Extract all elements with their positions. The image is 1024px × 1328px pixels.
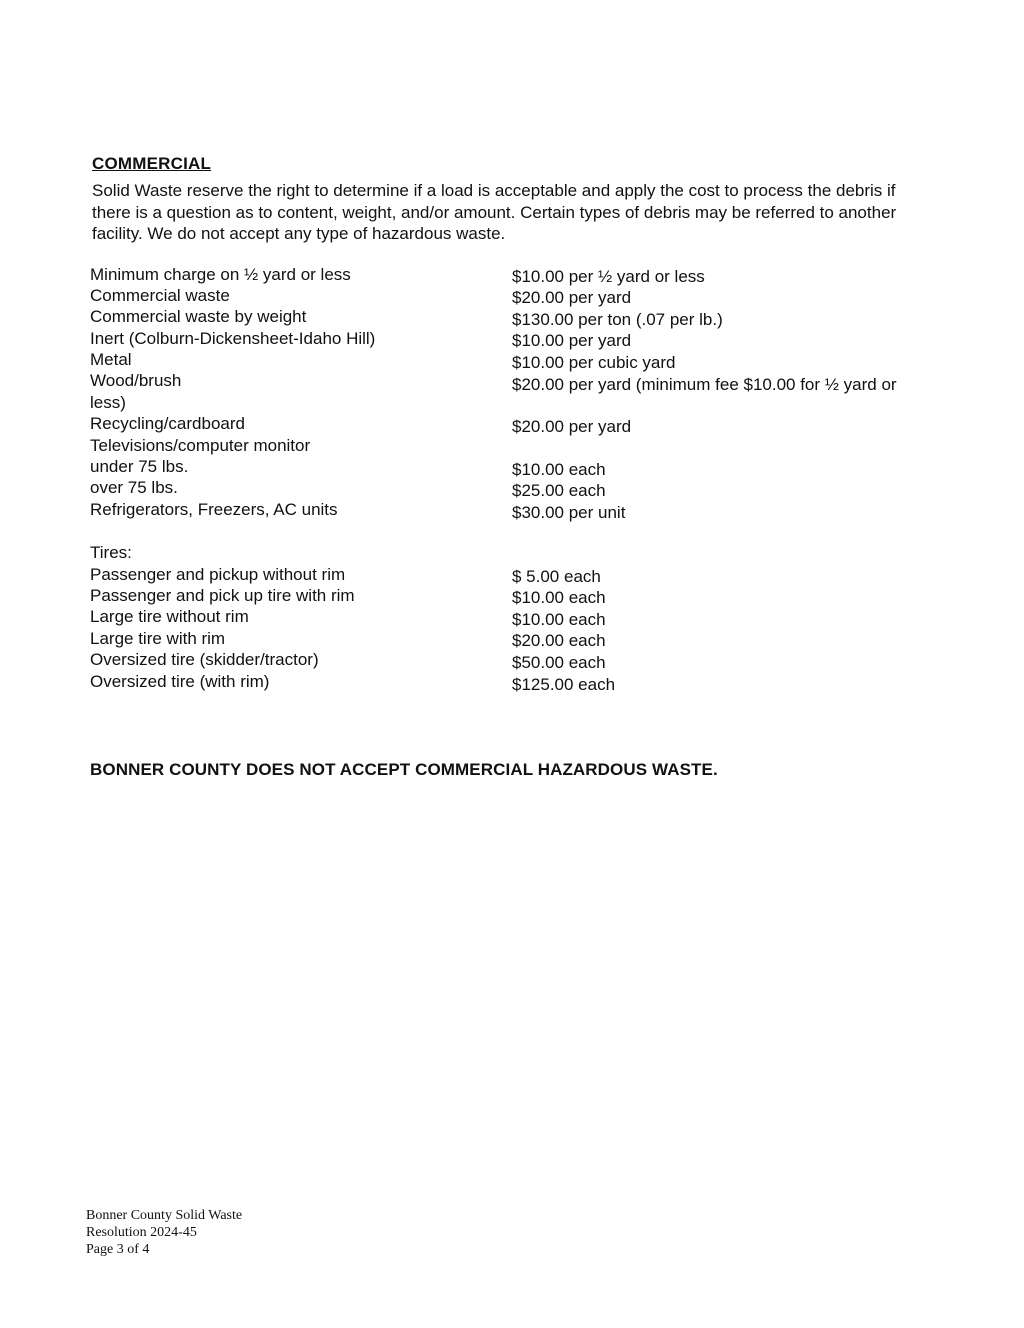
tire-item: Large tire without rim (90, 607, 249, 626)
hazardous-waste-notice: BONNER COUNTY DOES NOT ACCEPT COMMERCIAL HAZARDOUS WASTE. (90, 760, 718, 779)
fee-item: Metal (90, 350, 132, 369)
tire-price: $10.00 each (512, 610, 606, 629)
fee-item: Minimum charge on ½ yard or less (90, 265, 351, 284)
tire-price: $125.00 each (512, 675, 616, 694)
tire-price: $ 5.00 each (512, 567, 601, 586)
tire-price: $50.00 each (512, 653, 606, 672)
tire-item: Passenger and pickup without rim (90, 565, 346, 584)
tire-item: Oversized tire (with rim) (90, 672, 270, 691)
document-footer (86, 1207, 242, 1258)
fee-price: $130.00 per ton (.07 per lb.) (512, 310, 723, 329)
tire-item: Oversized tire (skidder/tractor) (90, 650, 319, 669)
fee-item: Commercial waste (90, 286, 230, 305)
tire-item: Large tire with rim (90, 629, 226, 648)
tire-item: Passenger and pick up tire with rim (90, 586, 355, 605)
tires-heading: Tires: (90, 543, 132, 562)
fee-item: Commercial waste by weight (90, 307, 307, 326)
fee-item: over 75 lbs. (90, 478, 178, 497)
intro-paragraph (92, 180, 922, 245)
fee-item: less) (90, 393, 126, 412)
fee-price: $10.00 per cubic yard (512, 353, 676, 372)
intro-text: Solid Waste reserve the right to determine if a load is acceptable and apply the cost to process the debris if there is a question as to content, weight, and/or amount. Certain types of debris may be referred to another facility. We do not accept any type of hazardous waste. (92, 181, 897, 243)
section-heading: COMMERCIAL (92, 154, 212, 173)
fee-price: $10.00 per yard (512, 331, 632, 350)
fee-item: under 75 lbs. (90, 457, 189, 476)
fee-price: $10.00 per ½ yard or less (512, 267, 705, 286)
tire-price: $10.00 each (512, 588, 606, 607)
fee-price: $25.00 each (512, 481, 606, 500)
footer-line: Page 3 of 4 (86, 1242, 150, 1257)
fee-item: Televisions/computer monitor (90, 436, 311, 455)
fee-item: Inert (Colburn-Dickensheet-Idaho Hill) (90, 329, 376, 348)
fee-item: Refrigerators, Freezers, AC units (90, 500, 338, 519)
fee-item: Recycling/cardboard (90, 414, 245, 433)
fee-price: $20.00 per yard (minimum fee $10.00 for ½ yard or (512, 375, 897, 394)
footer-line: Bonner County Solid Waste (86, 1208, 243, 1223)
fee-price: $20.00 per yard (512, 417, 632, 436)
fee-price: $10.00 each (512, 460, 606, 479)
footer-line: Resolution 2024-45 (86, 1225, 197, 1240)
fee-price: $20.00 per yard (512, 288, 632, 307)
fee-item: Wood/brush (90, 371, 182, 390)
tire-price: $20.00 each (512, 631, 606, 650)
fee-price: $30.00 per unit (512, 503, 626, 522)
